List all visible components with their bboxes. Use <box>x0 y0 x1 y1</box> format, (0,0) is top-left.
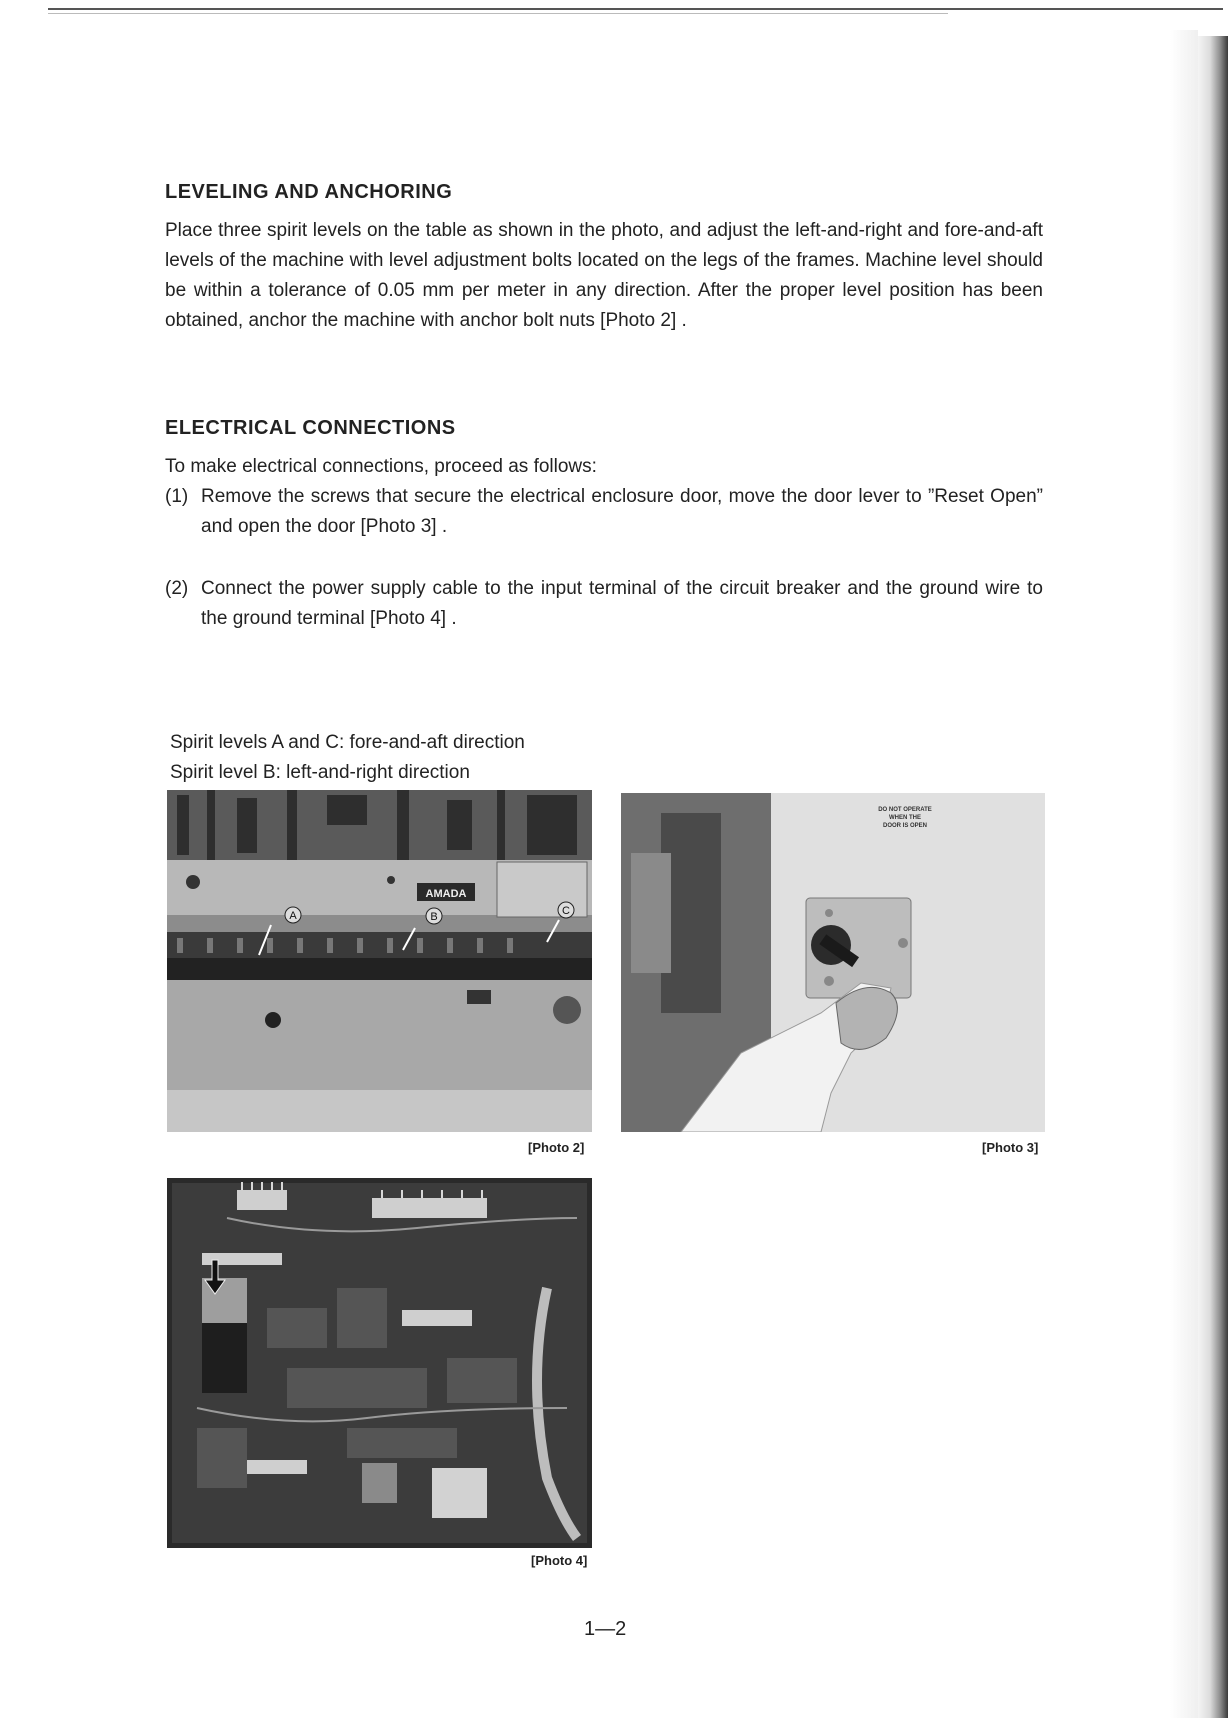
photo-3-door-lever <box>621 793 1045 1132</box>
level-marker-b: B <box>430 911 438 923</box>
step-number: (1) <box>165 486 189 507</box>
electrical-step-2 <box>165 574 1043 634</box>
top-rule <box>48 8 1223 10</box>
photo-4-electrical-panel <box>167 1178 592 1548</box>
photo-2-label: [Photo 2] <box>528 1140 585 1155</box>
warning-line-2: WHEN THE <box>889 815 921 821</box>
electrical-heading: ELECTRICAL CONNECTIONS <box>165 417 456 439</box>
page-number: 1—2 <box>584 1618 627 1640</box>
page-edge-shadow <box>1198 36 1228 1718</box>
electrical-step-1 <box>165 482 1043 542</box>
level-marker-a: A <box>289 910 297 922</box>
step-text: Connect the power supply cable to the input terminal of the circuit breaker and the ground wire to the ground terminal [Photo 4] . <box>201 578 1043 629</box>
page-edge-shadow-light <box>1170 30 1198 1718</box>
spirit-caption-line-2: Spirit level B: left-and-right direction <box>170 762 470 783</box>
spirit-caption-line-1: Spirit levels A and C: fore-and-aft direction <box>170 732 525 753</box>
warning-line-3: DOOR IS OPEN <box>882 823 928 829</box>
top-rule-faint <box>48 13 948 14</box>
photo-4-label: [Photo 4] <box>531 1553 588 1568</box>
leveling-paragraph: Place three spirit levels on the table as shown in the photo, and adjust the left-and-right and fore-and-aft levels of the machine with level adjustment bolts located on the legs of the frames. Machine level should be within a tolerance of 0.05 mm per meter in any direction. After the proper level position has been obtained, anchor the machine with anchor bolt nuts [Photo 2] . <box>165 220 1043 331</box>
machine-brand: AMADA <box>425 888 467 900</box>
warning-line-1: DO NOT OPERATE <box>878 807 932 813</box>
electrical-intro: To make electrical connections, proceed as follows: <box>165 456 597 477</box>
photo-3-label: [Photo 3] <box>982 1140 1039 1155</box>
leveling-heading: LEVELING AND ANCHORING <box>165 181 453 203</box>
step-text: Remove the screws that secure the electrical enclosure door, move the door lever to ”Reset Open” and open the door [Photo 3] . <box>201 486 1043 537</box>
level-marker-c: C <box>562 905 570 917</box>
photo-2-machine <box>167 790 592 1132</box>
step-number: (2) <box>165 578 189 599</box>
